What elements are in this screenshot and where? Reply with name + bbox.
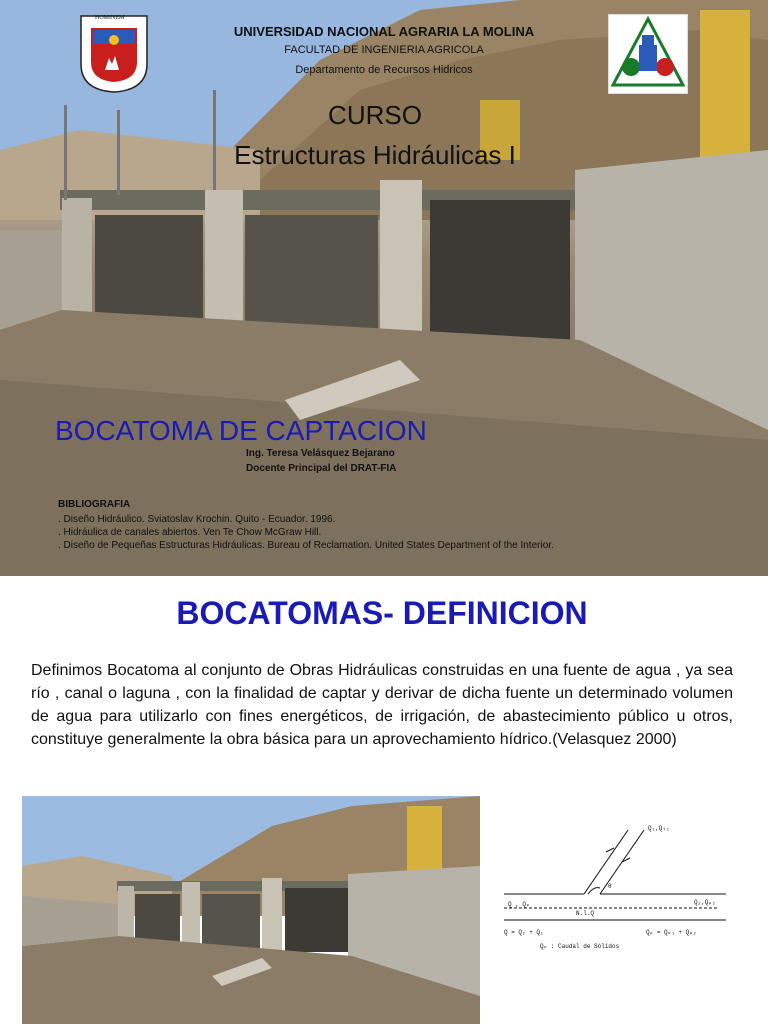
diagram-label-level: N.l.Q bbox=[576, 910, 595, 917]
faculty-name: FACULTAD DE INGENIERIA AGRICOLA bbox=[284, 44, 484, 56]
bibliography-heading: BIBLIOGRAFIA bbox=[58, 499, 131, 510]
intake-flow-diagram bbox=[496, 822, 736, 962]
diagram-label-solids-balance: Qₚ = Qₚ₁ + Qₚ₂ bbox=[646, 929, 697, 936]
definition-title: BOCATOMAS- DEFINICION bbox=[176, 595, 588, 631]
definition-paragraph: Definimos Bocatoma al conjunto de Obras Hidráulicas construidas en una fuente de agua , ya sea río , canal o laguna , con la finalidad de captar y derivar de dicha fuente un determinado volumen de agua para utilizarlo con fines energéticos, de irrigación, de abastecimiento público u otros, constituye generalmente la obra básica para un aprovechamiento hídrico.(Velasquez 2000) bbox=[31, 662, 733, 748]
university-name: UNIVERSIDAD NACIONAL AGRARIA LA MOLINA bbox=[233, 24, 535, 39]
bibliography-item: . Hidráulica de canales abiertos. Ven Te Chow McGraw Hill. bbox=[58, 527, 322, 538]
department-name: Departamento de Recursos Hidricos bbox=[295, 64, 473, 76]
diagram-label-outflow: Q₂,Qₚ₂ bbox=[694, 899, 716, 906]
diagram-label-angle: θ bbox=[608, 883, 612, 890]
author-role: Docente Principal del DRAT-FIA bbox=[246, 463, 397, 474]
diagram-caption: Qₚ : Caudal de Sólidos bbox=[540, 943, 620, 950]
author-name: Ing. Teresa Velásquez Bejarano bbox=[246, 448, 395, 459]
bibliography-item: . Diseño Hidráulico. Sviatoslav Krochin. Quito - Ecuador. 1996. bbox=[58, 514, 336, 525]
course-name: Estructuras Hidráulicas I bbox=[234, 140, 516, 170]
diagram-label-continuity: Q = Q₂ + Q₁ bbox=[504, 929, 544, 936]
logo-motto-text: HOMINEM bbox=[95, 15, 125, 21]
intake-structure-photo bbox=[22, 796, 480, 1024]
topic-title: BOCATOMA DE CAPTACION bbox=[55, 415, 427, 446]
bibliography-item: . Diseño de Pequeñas Estructuras Hidráulicas. Bureau of Reclamation. United States Department of the Interior. bbox=[58, 540, 554, 551]
diagram-label-inflow: Q , Qₚ bbox=[508, 901, 530, 908]
course-label: CURSO bbox=[328, 100, 422, 130]
diagram-label-branch: Q₁,Qₜ₁ bbox=[648, 825, 670, 832]
